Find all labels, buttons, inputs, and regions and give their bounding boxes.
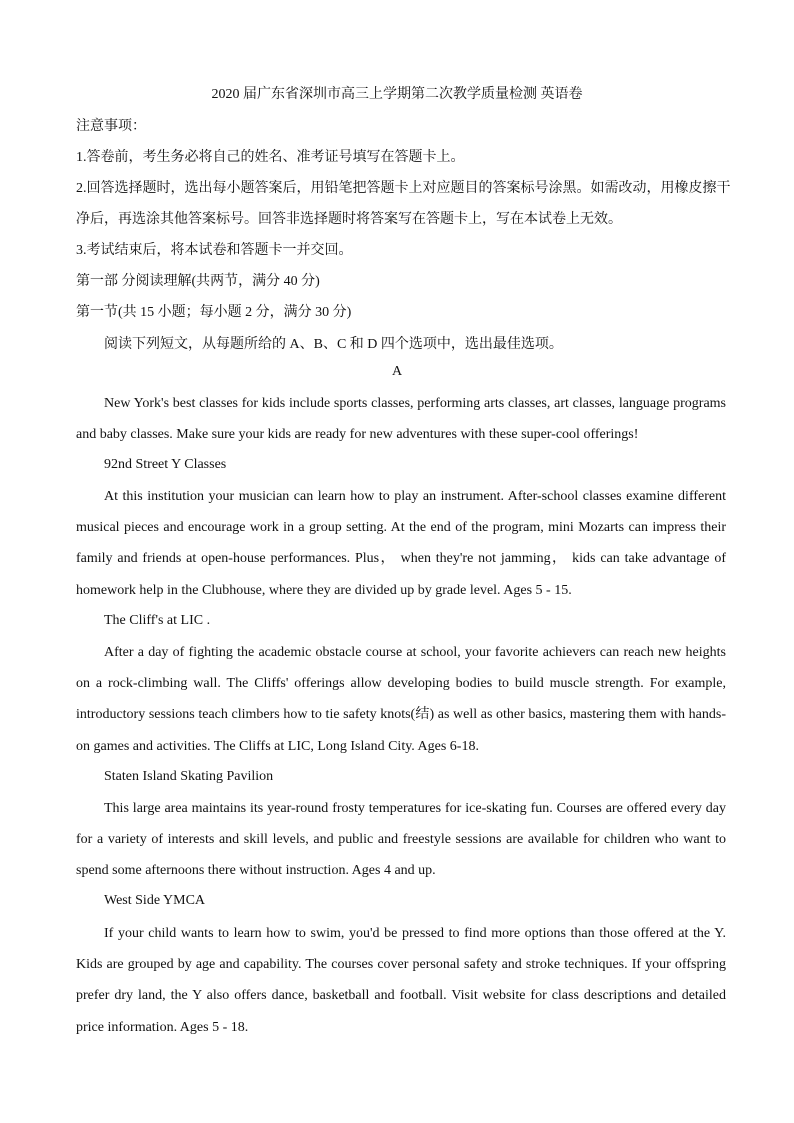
section-body-92nd-street-y: At this institution your musician can learn how to play an instrument. After-school classes examine different musical pieces and encourage work in a group setting. At the end of the program, mini Mozarts can impress their family and friends at open-house performances. Plus， when they're not jamming， kids can take advantage of homework help in the Clubhouse, where they are divided up by grade level. Ages 5 - 15. [76, 489, 726, 598]
notice-item-2-line-2: 净后，再选涂其他答案标号。回答非选择题时将答案写在答题卡上，写在本试卷上无效。 [76, 212, 622, 227]
passage-label: A [391, 364, 403, 379]
part-heading: 第一部 分阅读理解(共两节，满分 40 分) [76, 274, 320, 289]
section-heading: 第一节(共 15 小题；每小题 2 分，满分 30 分) [76, 305, 352, 320]
exam-title: 2020 届广东省深圳市高三上学期第二次教学质量检测 英语卷 [211, 87, 583, 102]
section-heading-the-cliffs: The Cliff's at LIC . [104, 613, 211, 628]
section-body-the-cliffs: After a day of fighting the academic obstacle course at school, your favorite achievers can reach new heights on a rock-climbing wall. The Cliffs' offerings allow developing bodies to build muscle strength. For example, introductory sessions teach climbers how to tie safety knots(结) as well as other basics, mastering them with hands-on games and activities. The Cliffs at LIC, Long Island City. Ages 6-18. [76, 645, 726, 754]
intro-paragraph: New York's best classes for kids include sports classes, performing arts classes, art classes, language programs and baby classes. Make sure your kids are ready for new adventures with these super-cool offerings! [76, 396, 726, 443]
notice-item-2-line-1: 2.回答选择题时，选出每小题答案后，用铅笔把答题卡上对应题目的答案标号涂黑。如需改动，用橡皮擦干 [76, 181, 731, 196]
notice-item-1: 1.答卷前，考生务必将自己的姓名、准考证号填写在答题卡上。 [76, 150, 465, 165]
instruction: 阅读下列短文，从每题所给的 A、B、C 和 D 四个选项中，选出最佳选项。 [104, 337, 563, 352]
section-body-west-side-ymca: If your child wants to learn how to swim, you'd be pressed to find more options than those offered at the Y. Kids are grouped by age and capability. The courses cover personal safety and stroke techniques. If your offspring prefer dry land, the Y also offers dance, basketball and football. Visit website for class descriptions and detailed price information. Ages 5 - 18. [76, 926, 726, 1035]
section-heading-west-side-ymca: West Side YMCA [104, 893, 206, 908]
notice-heading: 注意事项： [76, 119, 146, 134]
section-heading-92nd-street-y: 92nd Street Y Classes [104, 457, 227, 472]
notice-item-3: 3.考试结束后，将本试卷和答题卡一并交回。 [76, 243, 353, 258]
section-body-skating-pavilion: This large area maintains its year-round frosty temperatures for ice-skating fun. Courses are offered every day for a variety of interests and skill levels, and public and freestyle sessions are available for children who want to spend some afternoons there without instruction. Ages 4 and up. [76, 801, 726, 879]
section-heading-skating-pavilion: Staten Island Skating Pavilion [104, 769, 274, 784]
